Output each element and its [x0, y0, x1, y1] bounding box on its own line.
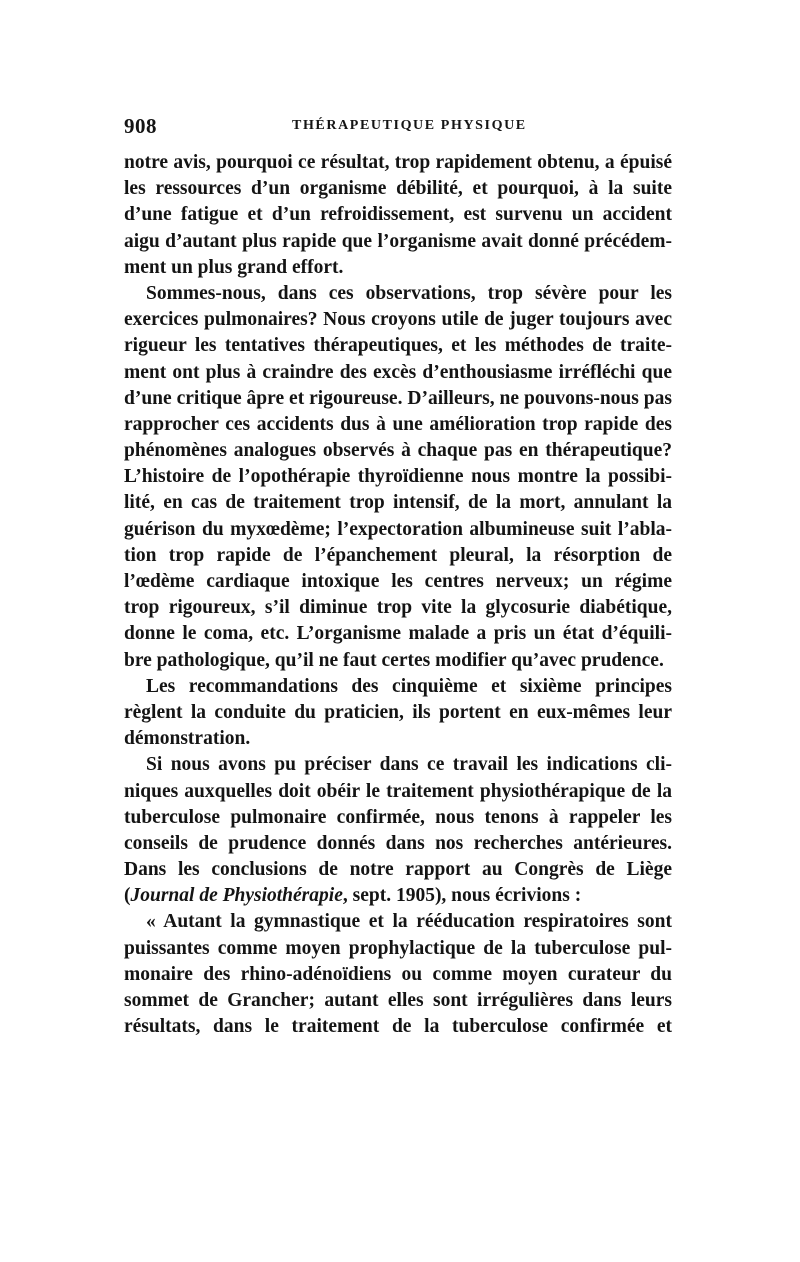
citation-open: (: [124, 885, 131, 907]
text-line: résultats, dans le traitement de la tuberculose confirmée et: [124, 1016, 672, 1038]
paragraph-recommendations: [124, 674, 672, 753]
text-line: démonstration.: [124, 728, 251, 750]
text-line: Sommes-nous, dans ces observations, trop sévère pour les: [146, 282, 672, 304]
journal-title: Journal de Physiothérapie: [130, 885, 343, 907]
text-line: ment un plus grand effort.: [124, 256, 344, 278]
text-line: « Autant la gymnastique et la rééducation respiratoires sont: [146, 911, 672, 933]
text-line: Dans les conclusions de notre rapport au Congrès de Liège: [124, 859, 672, 881]
text-line: phénomènes analogues observés à chaque pas en thérapeutique?: [124, 440, 672, 462]
text-line: d’une critique âpre et rigoureuse. D’ailleurs, ne pouvons-nous pas: [124, 387, 672, 409]
paragraph-clinical-indications: [124, 752, 672, 909]
text-line: conseils de prudence donnés dans nos recherches antérieures.: [124, 832, 672, 854]
text-line: L’histoire de l’opothérapie thyroïdienne nous montre la possibi-: [124, 466, 672, 488]
text-line: bre pathologique, qu’il ne faut certes modifier qu’avec prudence.: [124, 649, 664, 671]
text-line: aigu d’autant plus rapide que l’organisme avait donné précédem-: [124, 230, 672, 252]
paragraph-pulmonary-exercises: [124, 281, 672, 674]
text-line: guérison du myxœdème; l’expectoration albumineuse suit l’abla-: [124, 518, 672, 540]
text-line: lité, en cas de traitement trop intensif, de la mort, annulant la: [124, 492, 672, 514]
text-line: exercices pulmonaires? Nous croyons utile de juger toujours avec: [124, 309, 672, 331]
running-title: THÉRAPEUTIQUE PHYSIQUE: [292, 118, 527, 133]
citation-rest: , sept. 1905), nous écrivions :: [342, 885, 582, 907]
text-line: niques auxquelles doit obéir le traitement physiothérapique de la: [124, 780, 672, 802]
text-line: monaire des rhino-adénoïdiens ou comme moyen curateur du: [124, 963, 672, 985]
text-line: d’une fatigue et d’un refroidissement, est survenu un accident: [124, 204, 672, 226]
text-line: tion trop rapide de l’épanchement pleural, la résorption de: [124, 544, 672, 566]
text-line: les ressources d’un organisme débilité, et pourquoi, à la suite: [124, 178, 672, 200]
text-line: puissantes comme moyen prophylactique de la tuberculose pul-: [124, 937, 672, 959]
text-line: notre avis, pourquoi ce résultat, trop rapidement obtenu, a épuisé: [124, 152, 672, 173]
page-number: 908: [124, 114, 157, 138]
text-line: règlent la conduite du praticien, ils portent en eux-mêmes leur: [124, 701, 672, 723]
citation-line: [124, 883, 672, 909]
paragraph-quotation: [124, 909, 672, 1040]
text-line: rigueur les tentatives thérapeutiques, et les méthodes de traite-: [124, 335, 672, 357]
running-head: [124, 114, 672, 142]
text-line: rapprocher ces accidents dus à une amélioration trop rapide des: [124, 413, 672, 435]
text-line: trop rigoureux, s’il diminue trop vite la glycosurie diabétique,: [124, 597, 672, 619]
text-line: donne le coma, etc. L’organisme malade a pris un état d’équili-: [124, 623, 672, 645]
text-line: Les recommandations des cinquième et sixième principes: [146, 675, 672, 697]
text-line: tuberculose pulmonaire confirmée, nous tenons à rappeler les: [124, 806, 672, 828]
text-line: l’œdème cardiaque intoxique les centres nerveux; un régime: [124, 571, 672, 592]
paragraph-continuation: [124, 150, 672, 281]
text-line: ment ont plus à craindre des excès d’enthousiasme irréfléchi que: [124, 361, 672, 383]
text-line: sommet de Grancher; autant elles sont irrégulières dans leurs: [124, 990, 672, 1011]
body-text: [124, 150, 672, 1040]
text-line: Si nous avons pu préciser dans ce travail les indications cli-: [146, 754, 672, 776]
